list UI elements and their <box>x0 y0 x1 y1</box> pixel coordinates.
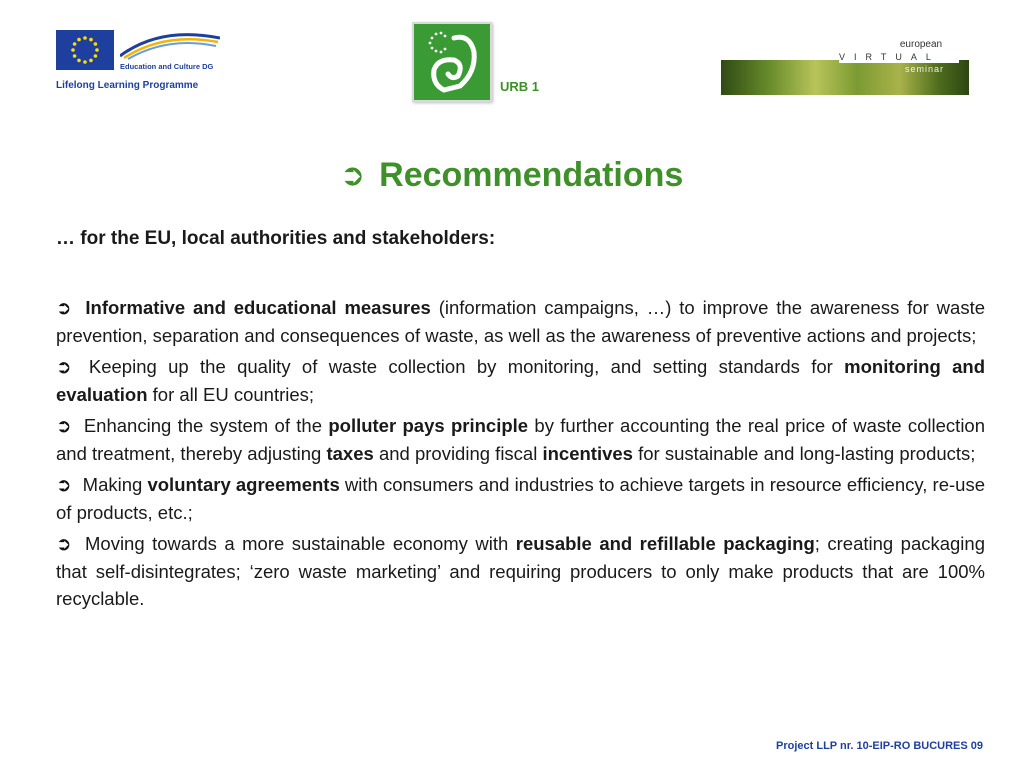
list-item: ➲ Keeping up the quality of waste collection by monitoring, and setting standards for monitoring and evaluation for all EU countries; <box>56 356 985 405</box>
list-item: ➲ Making voluntary agreements with consumers and industries to achieve targets in resource efficiency, re-use of products, etc.; <box>56 474 985 523</box>
arrow-circle-icon: ➲ <box>56 356 72 377</box>
list-item: ➲ Informative and educational measures (information campaigns, …) to improve the awareness for waste prevention, separation and consequences of waste, as well as the awareness of preventive actions and projects; <box>56 297 986 346</box>
eu-flag-logo <box>56 30 114 70</box>
evs-word-virtual: VIRTUAL <box>839 52 959 63</box>
llp-dg-label: Education and Culture DG <box>120 62 214 71</box>
arrow-circle-icon: ➲ <box>56 415 72 436</box>
urb-label: URB 1 <box>500 79 540 94</box>
project-footer: Project LLP nr. 10-EIP-RO BUCURES 09 <box>776 740 984 752</box>
title-text: Recommendations <box>379 155 684 194</box>
list-item: ➲ Enhancing the system of the polluter pays principle by further accounting the real price of waste collection and treatment, thereby adjusting taxes and providing fiscal incentives for sustainable and long-lasting products; <box>56 415 986 464</box>
recommendation-list <box>56 294 985 617</box>
lifelong-learning-logo <box>56 30 226 95</box>
swoosh-logo <box>120 32 220 60</box>
slide-subtitle: … for the EU, local authorities and stakeholders: <box>56 228 496 249</box>
evs-word-seminar: seminar <box>905 64 945 74</box>
arrow-circle-icon: ➲ <box>56 533 72 554</box>
arrow-circle-icon: ➲ <box>56 297 72 318</box>
list-item: ➲ Moving towards a more sustainable economy with reusable and refillable packaging; creating packaging that self-disintegrates; ‘zero waste marketing’ and requiring producers to only make products that are 100% recyclable. <box>56 533 985 609</box>
european-virtual-seminar-logo <box>721 38 969 96</box>
llp-name-label: Lifelong Learning Programme <box>56 80 199 91</box>
evs-word-european: european <box>883 38 959 52</box>
slide-title <box>340 150 683 200</box>
arrow-circle-icon: ➲ <box>56 474 72 495</box>
arrow-circle-icon: ➲ <box>340 158 366 192</box>
urb-hand-logo <box>412 22 492 102</box>
